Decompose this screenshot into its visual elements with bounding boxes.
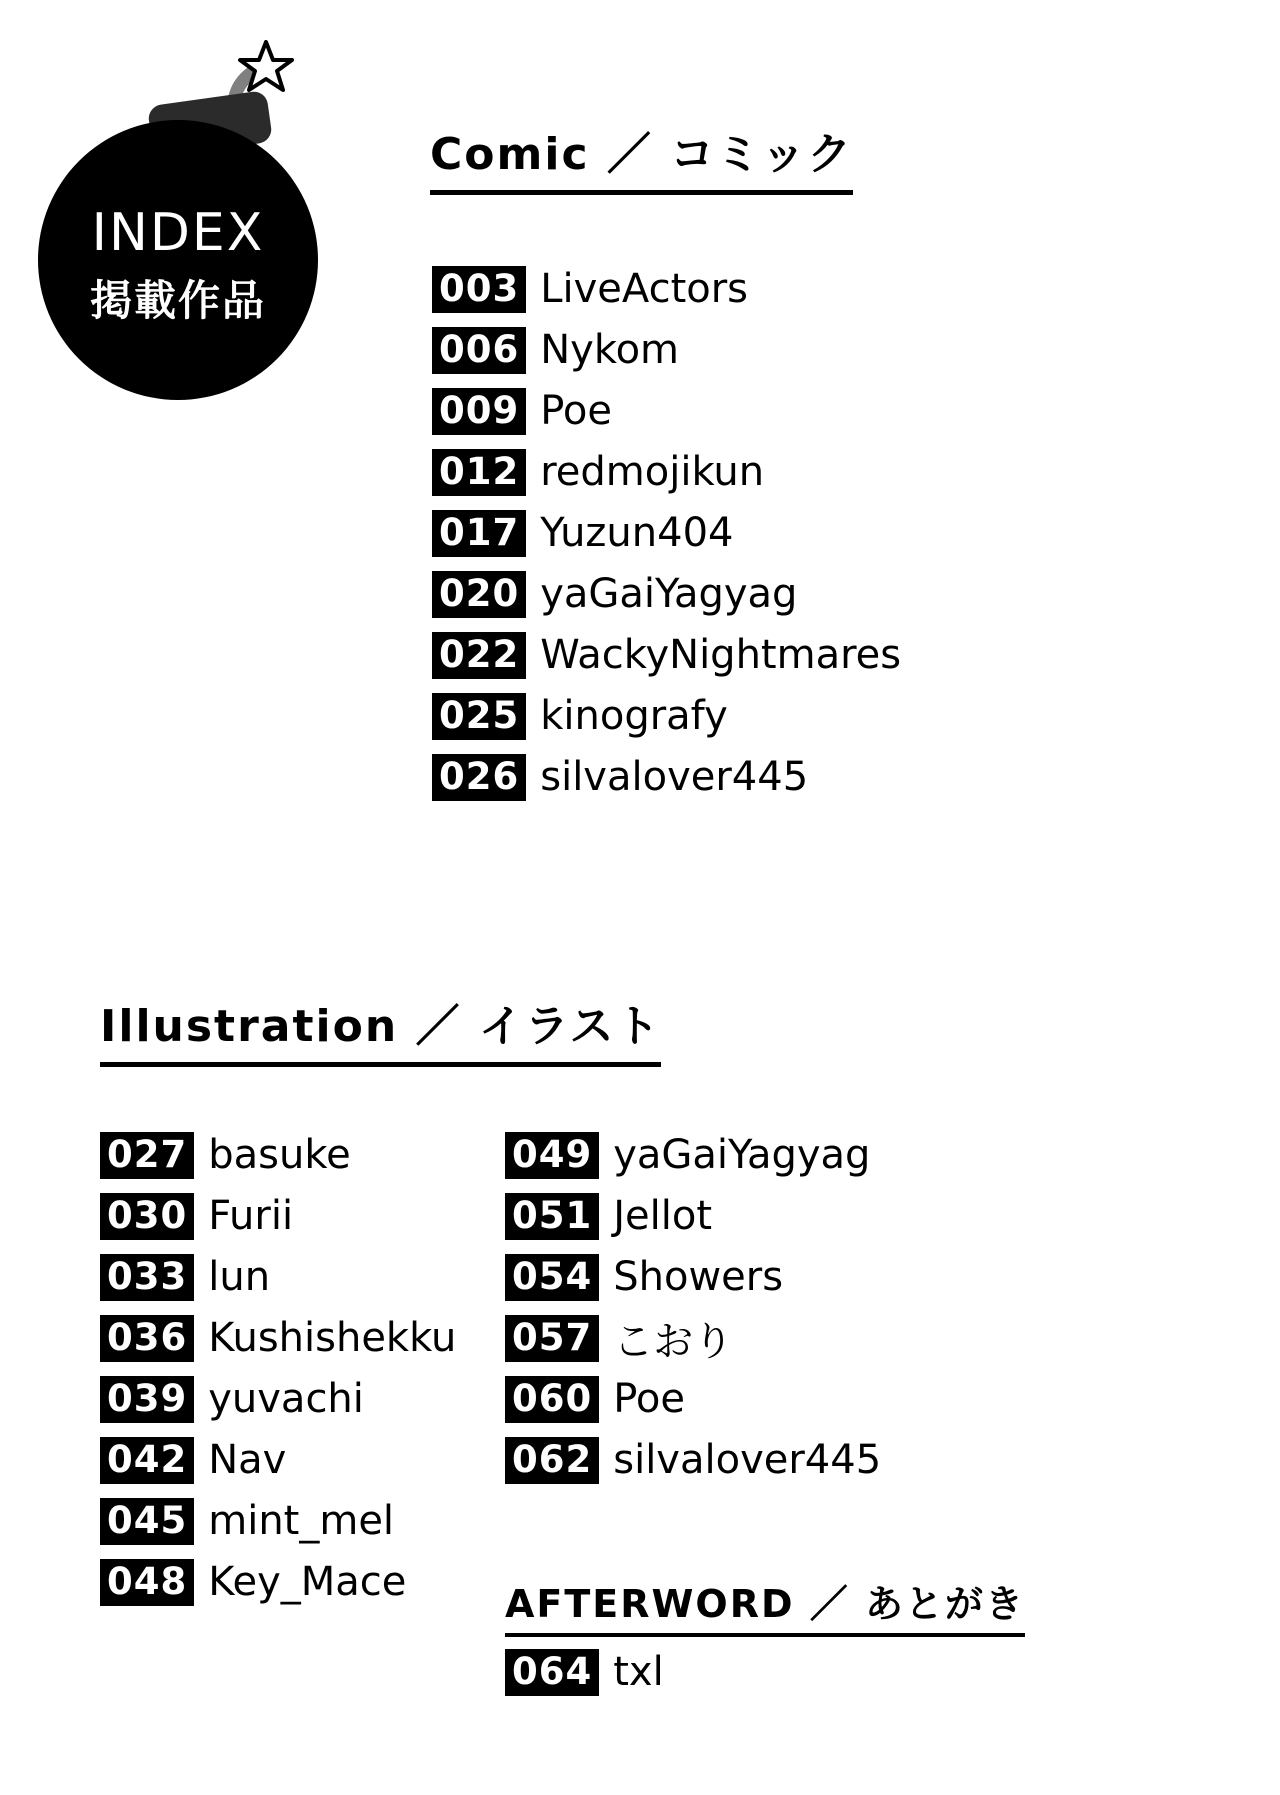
list-item[interactable] <box>505 1189 881 1243</box>
entry-title: basuke <box>208 1132 351 1178</box>
list-item[interactable] <box>505 1645 664 1699</box>
illustration-entry-list-right <box>505 1128 881 1494</box>
page-number: 036 <box>100 1315 194 1362</box>
entry-title: Showers <box>613 1254 784 1300</box>
page-number: 003 <box>432 266 526 313</box>
list-item[interactable] <box>505 1311 881 1365</box>
entry-title: Nykom <box>540 327 680 373</box>
list-item[interactable] <box>100 1128 456 1182</box>
index-title: INDEX <box>91 203 265 263</box>
list-item[interactable] <box>432 567 901 621</box>
page-number: 025 <box>432 693 526 740</box>
entry-title: mint_mel <box>208 1498 395 1544</box>
index-subtitle: 掲載作品 <box>89 276 266 325</box>
list-item[interactable] <box>432 445 901 499</box>
page-number: 022 <box>432 632 526 679</box>
list-item[interactable] <box>100 1555 456 1609</box>
entry-title: Furii <box>208 1193 294 1239</box>
entry-title: yaGaiYagyag <box>613 1132 871 1178</box>
entry-title: txl <box>613 1649 664 1695</box>
list-item[interactable] <box>100 1250 456 1304</box>
index-logo <box>30 10 330 380</box>
list-item[interactable] <box>100 1494 456 1548</box>
list-item[interactable] <box>432 750 901 804</box>
entry-title: Poe <box>540 388 613 434</box>
comic-entry-list <box>432 262 901 811</box>
page-number: 030 <box>100 1193 194 1240</box>
page-number: 045 <box>100 1498 194 1545</box>
page-number: 049 <box>505 1132 599 1179</box>
entry-title: silvalover445 <box>613 1437 882 1483</box>
list-item[interactable] <box>100 1189 456 1243</box>
entry-title: こおり <box>613 1318 734 1365</box>
list-item[interactable] <box>432 384 901 438</box>
list-item[interactable] <box>100 1311 456 1365</box>
page-number: 064 <box>505 1649 599 1696</box>
page-number: 062 <box>505 1437 599 1484</box>
list-item[interactable] <box>505 1433 881 1487</box>
entry-title: Jellot <box>613 1193 713 1239</box>
entry-title: Poe <box>613 1376 686 1422</box>
entry-title: Kushishekku <box>208 1315 457 1361</box>
page-number: 012 <box>432 449 526 496</box>
entry-title: Key_Mace <box>208 1559 407 1605</box>
section-heading-comic: Comic ／ コミック <box>430 118 853 195</box>
page-number: 054 <box>505 1254 599 1301</box>
page-number: 042 <box>100 1437 194 1484</box>
page-number: 048 <box>100 1559 194 1606</box>
section-heading-afterword: AFTERWORD ／ あとがき <box>505 1573 1025 1637</box>
list-item[interactable] <box>100 1433 456 1487</box>
entry-title: yaGaiYagyag <box>540 571 798 617</box>
entry-title: LiveActors <box>540 266 749 312</box>
list-item[interactable] <box>432 689 901 743</box>
page-number: 017 <box>432 510 526 557</box>
page-number: 027 <box>100 1132 194 1179</box>
list-item[interactable] <box>100 1372 456 1426</box>
entry-title: kinografy <box>540 693 728 739</box>
entry-title: redmojikun <box>540 449 765 495</box>
list-item[interactable] <box>432 262 901 316</box>
entry-title: Nav <box>208 1437 287 1483</box>
entry-title: lun <box>208 1254 271 1300</box>
list-item[interactable] <box>432 628 901 682</box>
entry-title: Yuzun404 <box>540 510 734 556</box>
illustration-entry-list-left <box>100 1128 456 1616</box>
entry-title: WackyNightmares <box>540 632 902 678</box>
page-number: 039 <box>100 1376 194 1423</box>
page-number: 051 <box>505 1193 599 1240</box>
list-item[interactable] <box>505 1128 881 1182</box>
section-heading-illustration: Illustration ／ イラスト <box>100 990 661 1067</box>
page-number: 020 <box>432 571 526 618</box>
list-item[interactable] <box>505 1372 881 1426</box>
page-number: 009 <box>432 388 526 435</box>
page-number: 026 <box>432 754 526 801</box>
page-number: 060 <box>505 1376 599 1423</box>
page-number: 006 <box>432 327 526 374</box>
list-item[interactable] <box>505 1250 881 1304</box>
list-item[interactable] <box>432 506 901 560</box>
page-number: 057 <box>505 1315 599 1362</box>
entry-title: yuvachi <box>208 1376 364 1422</box>
afterword-entry-list <box>505 1645 664 1706</box>
list-item[interactable] <box>432 323 901 377</box>
entry-title: silvalover445 <box>540 754 809 800</box>
page-number: 033 <box>100 1254 194 1301</box>
